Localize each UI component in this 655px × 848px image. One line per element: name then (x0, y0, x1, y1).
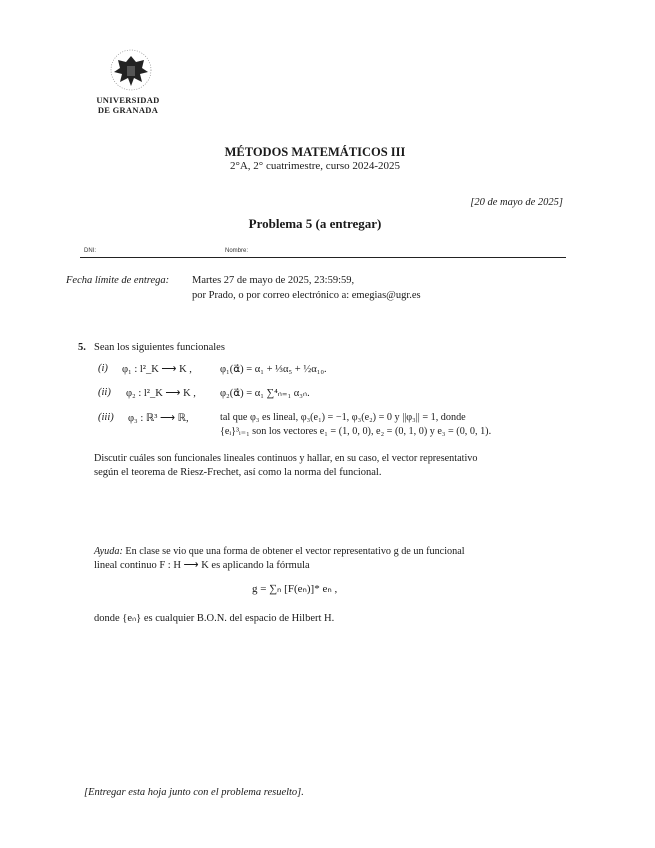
discussion-line1: Discutir cuáles son funcionales lineales continuos y hallar, en su caso, el vector representativo (94, 453, 478, 464)
course-title: MÉTODOS MATEMÁTICOS III (224, 145, 406, 159)
item-formula: φ₂(α⃗) = α₁ ∑⁴ₙ₌₁ α₃ₙ. (220, 388, 310, 399)
hint-line3: donde {eₙ} es cualquier B.O.N. del espacio de Hilbert H. (94, 613, 335, 624)
hint-line2: lineal continuo F : H ⟶ K es aplicando la fórmula (94, 560, 310, 571)
deadline-label: Fecha límite de entrega: (66, 275, 170, 286)
item-formula-cont: {eᵢ}³ᵢ₌₁ son los vectores e₁ = (1, 0, 0), e₂ = (0, 1, 0) y e₃ = (0, 0, 1). (220, 426, 492, 437)
nombre-label: Nombre: (225, 248, 249, 254)
hint-line1-wrap (94, 545, 574, 559)
item-definition: φ₃ : ℝ³ ⟶ ℝ, (128, 413, 189, 424)
deadline-line1: Martes 27 de mayo de 2025, 23:59:59, (192, 275, 355, 286)
university-name (88, 95, 168, 115)
hint-label: Ayuda: (94, 546, 123, 557)
hint-formula: g = ∑ₙ [F(eₙ)]* eₙ , (252, 583, 338, 595)
item-formula: tal que φ₃ es lineal, φ₃(e₁) = −1, φ₃(e₂) = 0 y ||φ₃|| = 1, donde (220, 412, 466, 423)
signature-line (80, 257, 566, 258)
item-definition: φ₂ : l²_K ⟶ K , (126, 388, 196, 399)
deadline-line2: por Prado, o por correo electrónico a: emegias@ugr.es (192, 290, 421, 301)
item-definition: φ₁ : l²_K ⟶ K , (122, 364, 192, 375)
discussion-line2: según el teorema de Riesz-Frechet, así como la norma del funcional. (94, 467, 382, 478)
university-line1: UNIVERSIDAD (96, 95, 160, 105)
hint-block (94, 545, 574, 573)
item-label: (i) (98, 363, 108, 374)
hint-line1: En clase se vio que una forma de obtener el vector representativo g de un funcional (125, 546, 465, 557)
item-label: (ii) (98, 387, 111, 398)
problem-discussion (94, 452, 574, 480)
university-line2: DE GRANADA (97, 105, 159, 115)
footer-note: [Entregar esta hoja junto con el problema resuelto]. (84, 787, 304, 798)
item-label: (iii) (98, 412, 114, 423)
item-formula: φ₁(α⃗) = α₁ + ⅓α₅ + ½α₁₀. (220, 364, 327, 375)
issue-date: [20 de mayo de 2025] (470, 197, 563, 208)
course-subtitle: 2°A, 2° cuatrimestre, curso 2024-2025 (229, 160, 401, 172)
problem-title: Problema 5 (a entregar) (248, 216, 382, 231)
dni-label: DNI: (84, 248, 96, 254)
problem-intro: Sean los siguientes funcionales (94, 342, 225, 353)
problem-number: 5. (78, 342, 86, 353)
